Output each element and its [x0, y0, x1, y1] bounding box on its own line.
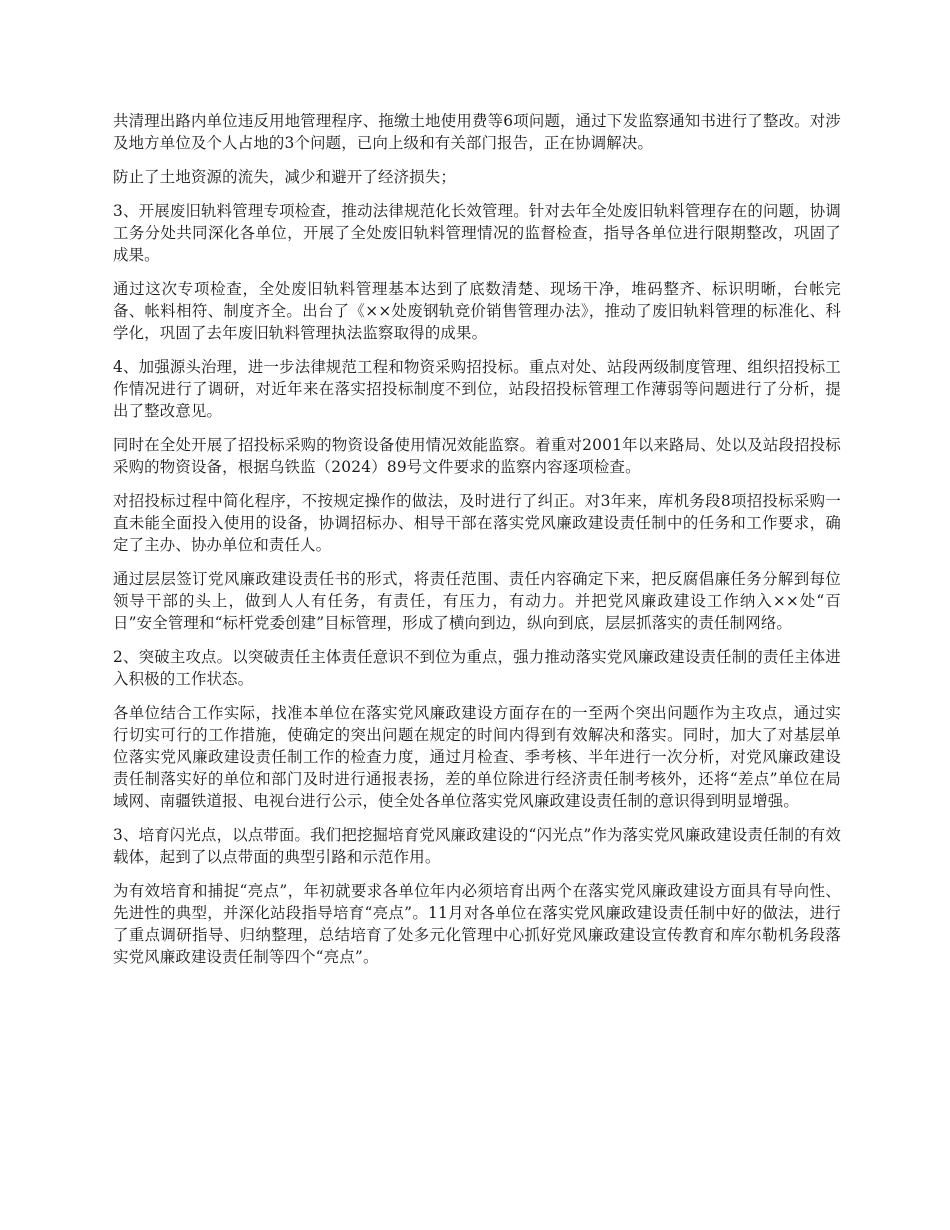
paragraph: 2、突破主攻点。以突破责任主体责任意识不到位为重点，强力推动落实党风廉政建设责任制的责任主体进入积极的工作状态。: [113, 648, 841, 688]
paragraph: 为有效培育和捕捉“亮点”，年初就要求各单位年内必须培育出两个在落实党风廉政建设方面具有导向性、先进性的典型，并深化站段指导培育“亮点”。11月对各单位在落实党风廉政建设责任制中好的做法，进行了重点调研指导、归纳整理，总结培育了处多元化管理中心抓好党风廉政建设宣传教育和库尔勒机务段落实党风廉政建设责任制等四个“亮点”。: [113, 882, 841, 966]
paragraph: 各单位结合工作实际，找准本单位在落实党风廉政建设方面存在的一至两个突出问题作为主攻点，通过实行切实可行的工作措施，使确定的突出问题在规定的时间内得到有效解决和落实。同时，加大了对基层单位落实党风廉政建设责任制工作的检查力度，通过月检查、季考核、半年进行一次分析，对党风廉政建设责任制落实好的单位和部门及时进行通报表扬，差的单位除进行经济责任制考核外，还将“差点”单位在局域网、南疆铁道报、电视台进行公示，使全处各单位落实党风廉政建设责任制的意识得到明显增强。: [113, 704, 841, 810]
paragraph: 共清理出路内单位违反用地管理程序、拖缴土地使用费等6项问题，通过下发监察通知书进行了整改。对涉及地方单位及个人占地的3个问题，已向上级和有关部门报告，正在协调解决。: [113, 112, 841, 152]
paragraph: 通过层层签订党风廉政建设责任书的形式，将责任范围、责任内容确定下来，把反腐倡廉任务分解到每位领导干部的头上，做到人人有任务，有责任，有压力，有动力。并把党风廉政建设工作纳入××处“百日”安全管理和“标杆党委创建”目标管理，形成了横向到边，纵向到底，层层抓落实的责任制网络。: [113, 570, 841, 632]
paragraph: 同时在全处开展了招投标采购的物资设备使用情况效能监察。着重对2001年以来路局、处以及站段招投标采购的物资设备，根据乌铁监（2024）89号文件要求的监察内容逐项检查。: [113, 436, 841, 476]
paragraph: 3、开展废旧轨料管理专项检查，推动法律规范化长效管理。针对去年全处废旧轨料管理存在的问题，协调工务分处共同深化各单位，开展了全处废旧轨料管理情况的监督检查，指导各单位进行限期整改，巩固了成果。: [113, 202, 841, 264]
paragraph: 通过这次专项检查，全处废旧轨料管理基本达到了底数清楚、现场干净，堆码整齐、标识明晰，台帐完备、帐料相符、制度齐全。出台了《××处废钢轨竞价销售管理办法》，推动了废旧轨料管理的标准化、科学化，巩固了去年废旧轨料管理执法监察取得的成果。: [113, 280, 841, 342]
paragraph: 对招投标过程中简化程序，不按规定操作的做法，及时进行了纠正。对3年来，库机务段8项招投标采购一直未能全面投入使用的设备，协调招标办、相导干部在落实党风廉政建设责任制中的任务和工作要求，确定了主办、协办单位和责任人。: [113, 492, 841, 554]
paragraph: 3、培育闪光点，以点带面。我们把挖掘培育党风廉政建设的“闪光点”作为落实党风廉政建设责任制的有效载体，起到了以点带面的典型引路和示范作用。: [113, 826, 841, 866]
document-body: [113, 110, 841, 980]
paragraph: 4、加强源头治理，进一步法律规范工程和物资采购招投标。重点对处、站段两级制度管理、组织招投标工作情况进行了调研，对近年来在落实招投标制度不到位，站段招投标管理工作薄弱等问题进行了分析，提出了整改意见。: [113, 358, 841, 420]
paragraph: 防止了土地资源的流失，减少和避开了经济损失；: [113, 168, 456, 186]
